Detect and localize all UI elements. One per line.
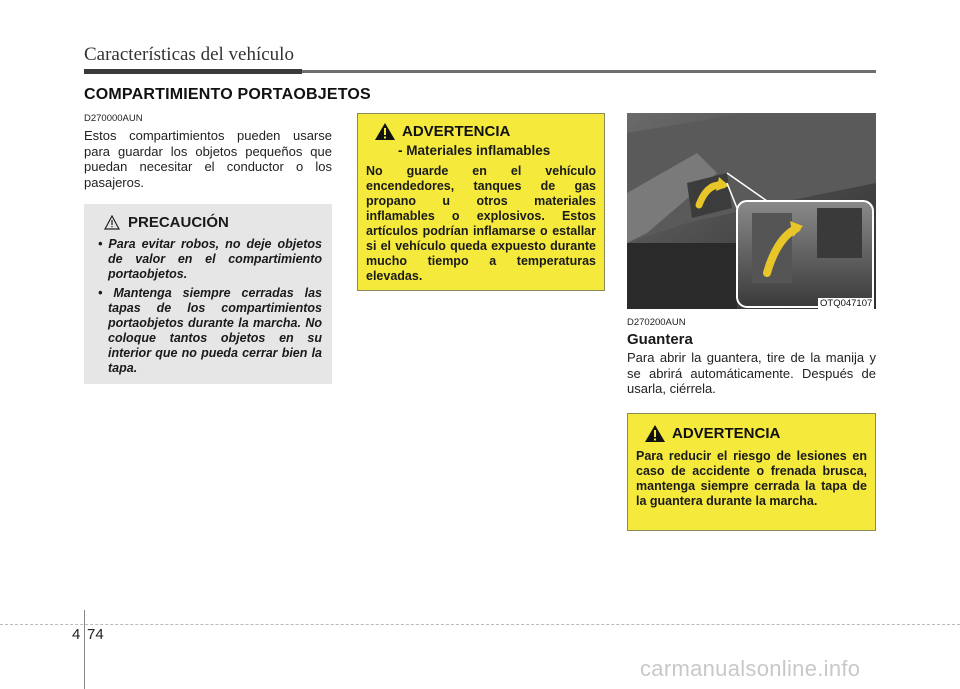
- glove-box-photo: [627, 113, 876, 309]
- glove-box-illustration: [627, 113, 876, 309]
- guantera-title: Guantera: [627, 331, 693, 348]
- warning-header: [374, 122, 596, 141]
- section-title: COMPARTIMIENTO PORTAOBJETOS: [84, 86, 371, 103]
- warning-subtitle: - Materiales inflamables: [398, 143, 551, 158]
- header-rule-accent: [84, 69, 302, 74]
- intro-text: Estos compartimientos pueden usarse para guardar los objetos pequeños que puedan necesitar el conductor o los pasajeros.: [84, 128, 332, 190]
- caution-triangle-icon: [104, 215, 120, 230]
- warning-triangle-icon: [374, 122, 396, 141]
- warning-title: ADVERTENCIA: [672, 425, 781, 442]
- page-chapter: 4: [72, 626, 81, 643]
- warning-triangle-icon: [644, 424, 666, 443]
- caution-title: PRECAUCIÓN: [128, 214, 229, 231]
- warning-box-guantera: [627, 413, 876, 531]
- footer-divider: [84, 610, 85, 689]
- header-title: Características del vehículo: [84, 44, 294, 65]
- guantera-text: Para abrir la guantera, tire de la manija y se abrirá automáticamente. Después de usarla, ciérrela.: [627, 350, 876, 396]
- warning-title: ADVERTENCIA: [402, 123, 511, 140]
- watermark: carmanualsonline.info: [640, 656, 861, 681]
- caution-box: [84, 204, 332, 384]
- caution-list: [94, 237, 322, 376]
- warning-box-flammable: [357, 113, 605, 291]
- photo-caption: OTQ047107: [820, 298, 873, 309]
- warning-header: [644, 424, 867, 443]
- caution-item: • Mantenga siempre cerradas las tapas de los compartimientos portaobjetos durante la marcha. No coloque tantos objetos en su interior que no pueda cerrar bien la tapa.: [98, 286, 322, 375]
- caution-header: [104, 214, 322, 231]
- intro-code: D270000AUN: [84, 113, 143, 124]
- warning-text: Para reducir el riesgo de lesiones en caso de accidente o frenada brusca, mantenga siempre cerrada la tapa de la guantera durante la marcha.: [636, 449, 867, 508]
- guantera-code: D270200AUN: [627, 317, 686, 328]
- caution-item: • Para evitar robos, no deje objetos de valor en el compartimiento portaobjetos.: [98, 237, 322, 281]
- warning-text: No guarde en el vehículo encendedores, tanques de gas propano u otros materiales inflamables o explosivos. Estos artículos podrían inflamarse o estallar si el vehículo queda expuesto durante mucho tiempo a temperaturas elevadas.: [366, 164, 596, 283]
- footer-rule: [0, 624, 960, 626]
- page-number: 74: [87, 626, 104, 643]
